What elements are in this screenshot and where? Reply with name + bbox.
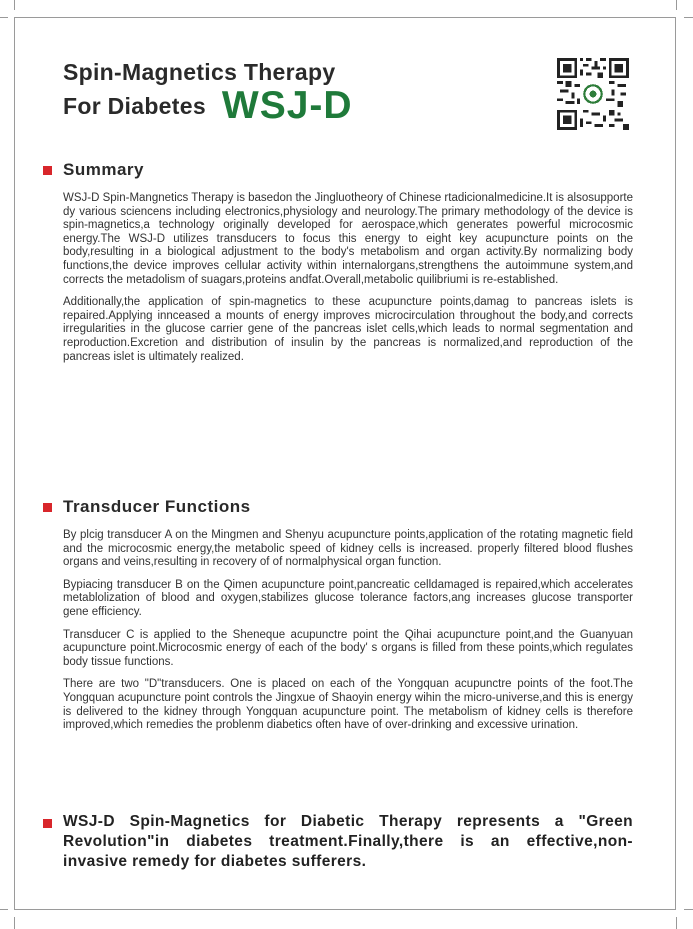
transducer-body <box>63 529 633 733</box>
closing-statement <box>43 812 633 872</box>
crop-mark <box>14 917 15 929</box>
transducer-section <box>43 497 633 742</box>
summary-heading-text: Summary <box>63 160 144 179</box>
transducer-paragraph: By plcig transducer A on the Mingmen and Shenyu acupuncture points,application of the rotating magnetic field and the microcosmic energy,the metabolic speed of kidney cells is increased. properly filtered blood flushes organs and veins,resulting in recovery of of normalphysical organ function. <box>63 529 633 569</box>
qr-code-icon <box>557 58 629 130</box>
crop-mark <box>684 17 693 18</box>
crop-mark <box>0 909 8 910</box>
transducer-paragraph: There are two "D"transducers. One is placed on each of the Yongquan acupunctre points of the foot.The Yongquan acupuncture point controls the Jingxue of Shaoyin energy wihin the micro-universe,and this is energy is delivered to the kidney through Yongquan acupuncture point. The metabolism of kidney cells is therefore improved,which remedies the problenm diabetics often have of over-drinking and excessive urination. <box>63 678 633 732</box>
title-line-2-text: For Diabetes <box>63 93 206 119</box>
crop-mark <box>0 17 8 18</box>
title-line-1: Spin-Magnetics Therapy <box>63 59 336 85</box>
crop-mark <box>14 0 15 10</box>
crop-mark <box>684 909 693 910</box>
summary-body <box>63 192 633 364</box>
crop-mark <box>676 0 677 10</box>
transducer-heading-text: Transducer Functions <box>63 497 251 516</box>
transducer-paragraph: Bypiacing transducer B on the Qimen acupuncture point,pancreatic celldamaged is repaired,which accelerates metablolization of blood and oxygen,stabilizes glucose tolerance factors,ang increases glucose transporter gene efficiency. <box>63 578 633 618</box>
title-block <box>63 58 353 126</box>
crop-mark <box>676 917 677 929</box>
page-frame <box>14 17 676 910</box>
closing-statement-text: WSJ-D Spin-Magnetics for Diabetic Therapy represents a "Green Revolution"in diabetes treatment.Finally,there is an effective,non-invasive remedy for diabetes sufferers. <box>63 813 633 870</box>
summary-section <box>43 160 633 373</box>
brand-name: WSJ-D <box>221 84 353 127</box>
summary-paragraph: Additionally,the application of spin-magnetics to these acupuncture points,damag to pancreas islets is repaired.Applying innceased a mounts of energy improves microcirculation throughout the body,and corrects irregularities in the glucose carrier gene of the pancreas islet cells,which leads to normal segmentation and reproduction.Excretion and distribution of insulin by the pancreas is normalized,and reproduction of the pancreas islet is ultimately realized. <box>63 296 633 363</box>
transducer-heading <box>43 497 633 517</box>
title-line-2 <box>63 86 353 126</box>
red-square-bullet-icon <box>43 166 52 175</box>
transducer-paragraph: Transducer C is applied to the Sheneque acupunctre point the Qihai acupuncture point,and the Guanyuan acupuncture point.Microcosmic energy of each of the body' s organs is filled from these points,which regulates body tissue functions. <box>63 628 633 668</box>
red-square-bullet-icon <box>43 819 52 828</box>
summary-paragraph: WSJ-D Spin-Mangnetics Therapy is basedon the Jingluotheory of Chinese rtadicionalmedicine.It is alsosupporte dy various sciencens including electronics,physiology and neurology.The primary methodology of the device is spin-magnetics,a technology originally developed for aerospace,which generates powerful microcosmic energy.The WSJ-D utilizes transducers to focus this energy to eight key acupuncture points on the body,resulting in a biological adjustment to the body's metabolism and organ activity.By normalizing body functions,the device improves cellular activity within internalorgans,strengthens the autoimmune system,and corrects the metadolism of suagars,proteins andfat.Overall,metabolic quilibriumi is re-established. <box>63 192 633 286</box>
summary-heading <box>43 160 633 180</box>
red-square-bullet-icon <box>43 503 52 512</box>
